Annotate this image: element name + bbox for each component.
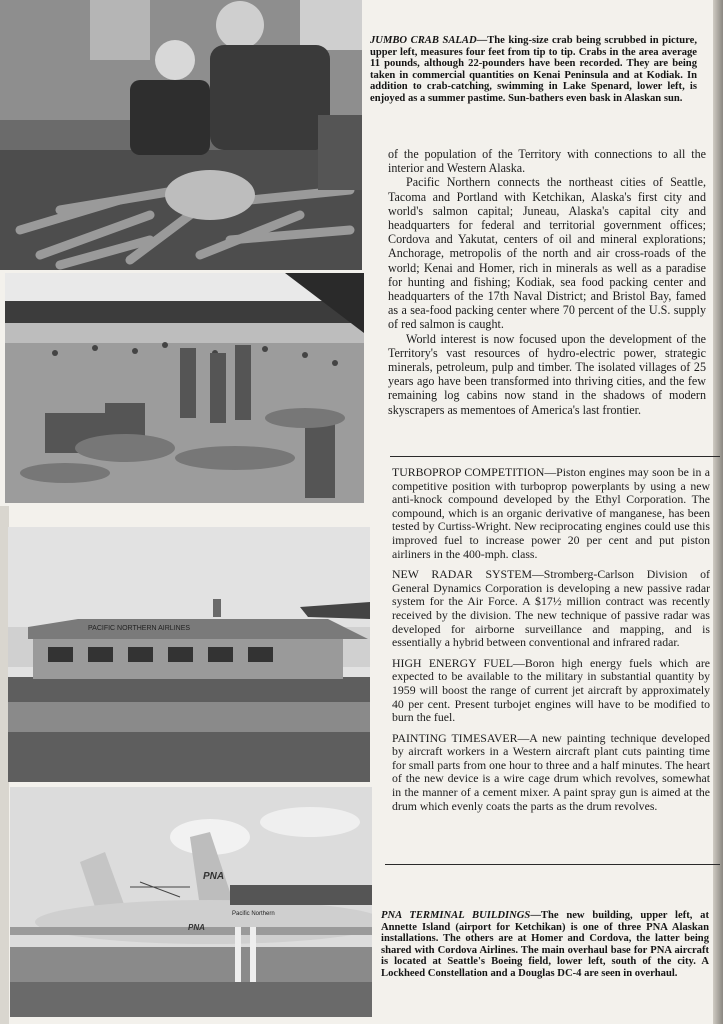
crab-photo xyxy=(0,0,362,270)
news-item-turboprop xyxy=(392,466,710,561)
fuselage-marking: PNA xyxy=(188,923,205,932)
story-paragraph: of the population of the Territory with connections to all the interior and Western Alaska. xyxy=(388,147,706,176)
news-text: —Boron high energy fuels which are expected to be available to the military in substantial quantity by 1959 will boost the range of current jet aircraft by approximately 40 per cent. Present turbojet engines will have to be modified to burn the fuel. xyxy=(392,655,710,725)
section-divider xyxy=(385,864,720,865)
page-gutter-edge xyxy=(713,0,723,1024)
news-briefs xyxy=(392,466,710,820)
news-text: —A new painting technique developed by aircraft workers in a Western aircraft plant cuts painting time for small parts from one hour to three and a half minutes. The heart of the new device is a wire cage drum which revolves, somewhat in the manner of a cement mixer. A paint spray gun is aimed at the drum which evenly coats the parts as the drum revolves. xyxy=(392,730,710,813)
caption-text: —The new building, upper left, at Annette Island (airport for Ketchikan) is one of three PNA Alaskan installations. The others are at Homer and Cordova, the latter being shared with Cordova Airlines. The main overhaul base for PNA aircraft is located at Seattle's Boeing field, lower left, south of the city. A Lockheed Constellation and a Douglas DC-4 are seen in overhaul. xyxy=(381,910,709,979)
news-heading: HIGH ENERGY FUEL xyxy=(392,655,514,670)
crab-photo-caption xyxy=(370,35,697,105)
news-text: —Piston engines may soon be in a competitive position with turboprop powerplants by using a new anti-knock compound developed by the Ethyl Corporation. The compound, which is an organic derivative of manganese, has been tested by Curtiss-Wright. New reciprocating engines could use this improved fuel to increase power 20 per cent and put piston airliners in the 400-mph. class. xyxy=(392,465,710,561)
caption-heading: JUMBO CRAB SALAD xyxy=(370,35,477,46)
story-paragraph: World interest is now focused upon the development of the Territory's vast resources of hydro-electric power, strategic minerals, petroleum, pulp and timber. The isolated villages of 25 years ago have been transformed into thriving cities, and the few remaining log cabins now stand in the shadows of modern skyscrapers as mementoes of America's last frontier. xyxy=(388,331,706,417)
news-heading: PAINTING TIMESAVER xyxy=(392,730,518,745)
story-paragraph: Pacific Northern connects the northeast cities of Seattle, Tacoma and Portland with Ketchikan, Alaska's first city and world's salmon capital; Juneau, Alaska's capital city and headquarters for federal and territorial government offices; Cordova and Yakutat, centers of oil and mineral explorations; Anchorage, metropolis of the north and air cross-roads of the world; Kenai and Homer, rich in minerals as well as a paradise for hunting and fishing; Kodiak, sea food packing center and headquarters of the 17th Naval District; and Bristol Bay, famed as a sea-food packing center where 70 percent of the U.S. supply of red salmon is caught. xyxy=(388,175,706,332)
fuselage-name: Pacific Northern xyxy=(232,911,275,917)
news-heading: NEW RADAR SYSTEM xyxy=(392,567,532,582)
aircraft-photo xyxy=(10,787,372,1017)
main-story xyxy=(388,147,706,417)
section-divider xyxy=(390,456,720,457)
pna-photo-caption xyxy=(381,910,709,980)
news-item-radar xyxy=(392,568,710,650)
terminal-sign: PACIFIC NORTHERN AIRLINES xyxy=(88,625,191,632)
caption-heading: PNA TERMINAL BUILDINGS xyxy=(381,910,531,921)
news-item-painting xyxy=(392,732,710,814)
terminal-photo xyxy=(8,527,370,782)
news-text: —Stromberg-Carlson Division of General Dynamics Corporation is developing a new passive radar system for the Air Force. A $17½ million contract was recently received by the division. The new technique of passive radar was developed for airborne surveillance and mapping, and is essentially a hybrid between conventional and infrared radar. xyxy=(392,567,710,650)
news-heading: TURBOPROP COMPETITION xyxy=(392,465,545,479)
beach-photo xyxy=(5,273,364,503)
caption-text: —The king-size crab being scrubbed in picture, upper left, measures four feet from tip to tip. Crabs in the area average 11 pounds, although 22-pounders have been recorded. They are being taken in commercial quantities on Kenai Peninsula and at Kodiak. In addition to crab-catching, swimming in Lake Spenard, lower left, is enjoyed as a summer pastime. Sun-bathers even bask in Alaskan sun. xyxy=(370,35,697,104)
news-item-fuel xyxy=(392,657,710,725)
tail-marking: PNA xyxy=(203,871,225,882)
